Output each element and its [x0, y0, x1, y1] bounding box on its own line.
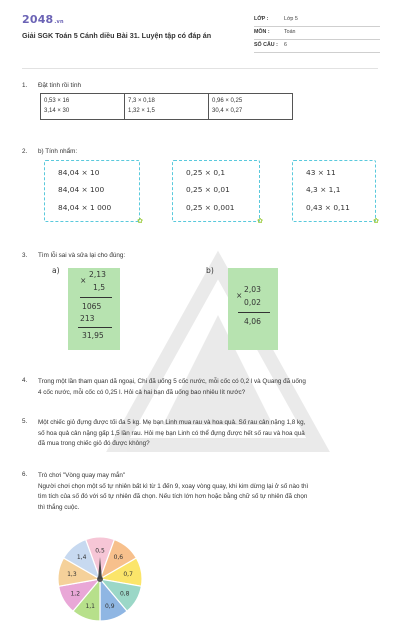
- meta-key: SỐ CÂU :: [254, 42, 278, 48]
- question-number: 4.: [22, 377, 28, 384]
- question-5: [22, 418, 382, 452]
- wheel-label: 0,8: [119, 590, 130, 598]
- wheel-label: 1,1: [85, 602, 96, 610]
- multiplier: 1,5: [93, 283, 106, 292]
- expression: 0,43 × 0,11: [306, 203, 350, 212]
- question-number: 6.: [22, 471, 28, 478]
- meta-value: 6: [284, 42, 287, 48]
- question-4: [22, 377, 382, 401]
- multiply-sign: ×: [80, 276, 87, 285]
- table-cell: [209, 94, 293, 120]
- question-number: 2.: [22, 148, 28, 155]
- flower-icon: ✿: [373, 218, 379, 225]
- logo-text: 2048: [22, 13, 54, 26]
- wheel-label: 0,5: [95, 547, 105, 555]
- text-line: tìm tích của số đó với số tự nhiên đã chọn. Nếu tích lớn hơn hoặc bằng chữ số tự nhiên đã chọn: [38, 493, 308, 500]
- multiply-sign: ×: [236, 291, 243, 300]
- question-number: 3.: [22, 252, 28, 259]
- calc-rule: [80, 297, 112, 298]
- part-b-label: b): [206, 266, 214, 275]
- text-line: số hoa quả cân nặng gấp 1,5 lần rau. Hỏi mẹ bạn Linh có thể đựng được hết số rau và hoa quả: [38, 429, 305, 437]
- wheel-label: 0,9: [104, 602, 115, 610]
- text-line: đã mua trong chiếc giỏ đó được không?: [38, 440, 150, 447]
- text-line: thì thắng cuộc.: [38, 503, 80, 511]
- question-number: 5.: [22, 418, 28, 425]
- mental-math-box-3: [292, 160, 379, 225]
- flower-icon: ✿: [137, 218, 143, 225]
- question-text: Tìm lỗi sai và sửa lại cho đúng:: [38, 252, 126, 259]
- meta-table: [254, 14, 380, 53]
- page-title: Giải SGK Toán 5 Cánh diều Bài 31. Luyện tập có đáp án: [22, 31, 212, 40]
- multiplicand: 2,03: [244, 285, 261, 294]
- wheel-label: 1,4: [76, 554, 87, 562]
- wheel-label: 0,6: [113, 554, 124, 562]
- calc-rule: [78, 327, 112, 328]
- cell-line: 3,14 × 30: [44, 108, 70, 114]
- meta-row-subject: [254, 27, 380, 40]
- question-text: [38, 418, 372, 450]
- meta-key: LỚP :: [254, 16, 269, 22]
- expression: 4,3 × 1,1: [306, 185, 341, 194]
- table-row: [41, 94, 293, 120]
- wheel-label: 1,3: [67, 571, 77, 579]
- expression: 0,25 × 0,01: [186, 185, 230, 194]
- part-a-label: a): [52, 266, 60, 275]
- expression: 0,25 × 0,1: [186, 168, 226, 177]
- question-text: Đặt tính rồi tính: [38, 82, 82, 89]
- expression: 0,25 × 0,001: [186, 203, 235, 212]
- calc-result: 31,95: [82, 331, 104, 340]
- multiplier: 0,02: [244, 298, 261, 307]
- text-line: Trò chơi "Vòng quay may mắn": [38, 472, 126, 479]
- meta-row-class: [254, 14, 380, 27]
- meta-key: MÔN :: [254, 29, 270, 35]
- calc-box-b: [228, 268, 278, 350]
- text-line: Một chiếc giỏ đựng được tối đa 5 kg. Mẹ bạn Linh mua rau và hoa quả. Số rau cân nặng 1,8 kg,: [38, 419, 306, 426]
- question-text: [38, 471, 372, 513]
- lucky-wheel: [55, 534, 145, 624]
- text-line: Trong một lần tham quan dã ngoại, Chi đã uống 5 cốc nước, mỗi cốc có 0,2 l và Quang đã uống: [38, 378, 306, 385]
- meta-value: Toán: [284, 29, 296, 35]
- flower-icon: ✿: [257, 218, 263, 225]
- page-header: [0, 0, 400, 62]
- table-cell: [41, 94, 125, 120]
- cell-line: 30,4 × 0,27: [212, 108, 243, 114]
- cell-line: 7,3 × 0,18: [128, 98, 155, 104]
- cell-line: 0,53 × 16: [44, 98, 70, 104]
- meta-value: Lớp 5: [284, 16, 298, 22]
- cell-line: 1,32 × 1,5: [128, 108, 155, 114]
- multiplicand: 2,13: [89, 270, 106, 279]
- q1-table: [40, 93, 293, 120]
- wheel-graphic: [55, 534, 145, 624]
- calc-rule: [238, 312, 270, 313]
- mental-math-box-2: [172, 160, 263, 225]
- text-line: Người chơi chọn một số tự nhiên bất kì từ 1 đến 9, xoay vòng quay, khi kim dừng lại ở số nào thì: [38, 482, 309, 490]
- logo-suffix: .vn: [54, 19, 64, 25]
- partial-product: 1065: [82, 302, 102, 311]
- expression: 84,04 × 100: [58, 185, 105, 194]
- meta-row-count: [254, 40, 380, 53]
- question-6: [22, 471, 382, 517]
- expression: 43 × 11: [306, 168, 336, 177]
- question-text: [38, 377, 372, 398]
- table-cell: [125, 94, 209, 120]
- mental-math-box-1: [44, 160, 143, 225]
- question-number: 1.: [22, 82, 28, 89]
- expression: 84,04 × 10: [58, 168, 100, 177]
- partial-product: 213: [80, 314, 95, 323]
- cell-line: 0,96 × 0,25: [212, 98, 243, 104]
- site-logo[interactable]: [22, 13, 64, 26]
- text-line: 4 cốc nước, mỗi cốc có 0,25 l. Hỏi cả hai bạn đã uống bao nhiêu lít nước?: [38, 388, 246, 396]
- expression: 84,04 × 1 000: [58, 203, 112, 212]
- calc-result: 4,06: [244, 317, 261, 326]
- wheel-label: 1,2: [70, 590, 81, 598]
- header-divider: [22, 68, 378, 69]
- question-text: b) Tính nhẩm:: [38, 148, 78, 155]
- wheel-label: 0,7: [123, 571, 133, 579]
